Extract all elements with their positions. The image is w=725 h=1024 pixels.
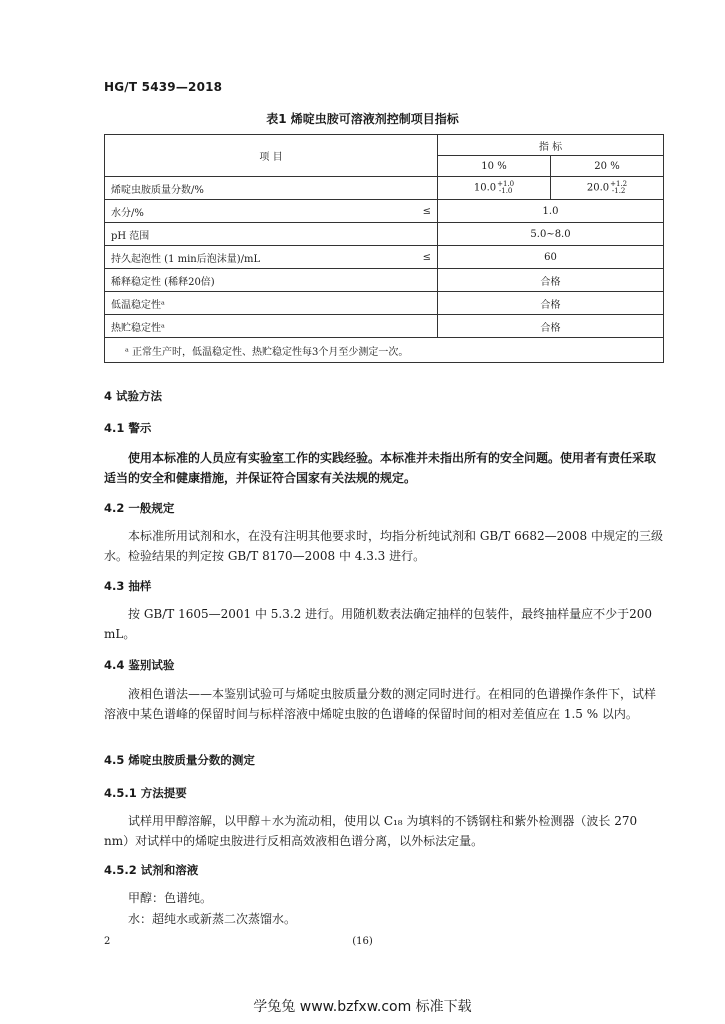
- row-label: 烯啶虫胺质量分数/%: [111, 184, 204, 196]
- table-footnote: ᵃ 正常生产时，低温稳定性、热贮稳定性每3个月至少测定一次。: [105, 338, 664, 363]
- section-4-3-text: 按 GB/T 1605—2001 中 5.3.2 进行。用随机数表法确定抽样的包装件，最终抽样量应不少于200 mL。: [104, 607, 653, 641]
- table-row: [105, 223, 664, 246]
- row-value: 5.0~8.0: [438, 223, 664, 246]
- watermark-text: 学兔兔 www.bzfxw.com 标准下载: [253, 999, 472, 1015]
- row-value: 合格: [438, 292, 664, 315]
- section-4-3-heading: 4.3 抽样: [104, 579, 152, 593]
- table-row: [105, 200, 664, 223]
- limit-mark: ≤: [422, 205, 431, 217]
- row-value: 合格: [438, 269, 664, 292]
- page-number: 2: [104, 936, 111, 947]
- row-label: 热贮稳定性ᵃ: [111, 322, 165, 334]
- section-4-5-1-heading: 4.5.1 方法提要: [104, 786, 187, 800]
- spec-table: [104, 134, 664, 363]
- section-4-1-text: 使用本标准的人员应有实验室工作的实践经验。本标准并未指出所有的安全问题。使用者有责任采取适当的安全和健康措施，并保证符合国家有关法规的规定。: [104, 451, 657, 485]
- row-label: 持久起泡性 (1 min后泡沫量)/mL: [111, 253, 261, 265]
- value-10: 10.0: [473, 182, 497, 194]
- tol-dn-20: -1.2: [611, 187, 626, 195]
- header-item: 项 目: [105, 135, 438, 177]
- tol-up-10: +1.0: [497, 180, 515, 188]
- table-row: [105, 315, 664, 338]
- section-4-4-text: 液相色谱法——本鉴别试验可与烯啶虫胺质量分数的测定同时进行。在相同的色谱操作条件下，试样溶液中某色谱峰的保留时间与标样溶液中烯啶虫胺的色谱峰的保留时间的相对差值应在 1.5 % 以内。: [104, 687, 657, 721]
- value-20: 20.0: [586, 182, 610, 194]
- table-row: [105, 292, 664, 315]
- section-4-4-heading: 4.4 鉴别试验: [104, 658, 175, 672]
- table-caption: 表1 烯啶虫胺可溶液剂控制项目指标: [266, 112, 459, 126]
- row-value: 1.0: [438, 200, 664, 223]
- header-index: 指 标: [438, 135, 664, 156]
- reagent-water: 水：超纯水或新蒸二次蒸馏水。: [128, 912, 297, 926]
- table-row: [105, 269, 664, 292]
- page-center-number: (16): [352, 936, 373, 947]
- row-label: 低温稳定性ᵃ: [111, 299, 165, 311]
- row-label: 稀释稳定性 (稀释20倍): [111, 276, 215, 288]
- header-20pct: 20 %: [551, 156, 664, 177]
- tol-dn-10: -1.0: [498, 187, 513, 195]
- row-value: 合格: [438, 315, 664, 338]
- section-4-heading: 4 试验方法: [104, 389, 163, 403]
- standard-number: HG/T 5439—2018: [104, 80, 223, 94]
- section-4-2-heading: 4.2 一般规定: [104, 501, 175, 515]
- header-10pct: 10 %: [438, 156, 551, 177]
- tol-up-20: +1.2: [610, 180, 628, 188]
- section-4-5-2-heading: 4.5.2 试剂和溶液: [104, 863, 199, 877]
- row-value: 60: [438, 246, 664, 269]
- row-label: pH 范围: [111, 230, 150, 242]
- section-4-1-heading: 4.1 警示: [104, 421, 152, 435]
- section-4-2-text: 本标准所用试剂和水，在没有注明其他要求时，均指分析纯试剂和 GB/T 6682—2008 中规定的三级水。检验结果的判定按 GB/T 8170—2008 中 4.3.3 进行。: [104, 529, 663, 563]
- section-4-5-1-text: 试样用甲醇溶解，以甲醇＋水为流动相，使用以 C₁₈ 为填料的不锈钢柱和紫外检测器（波长 270 nm）对试样中的烯啶虫胺进行反相高效液相色谱分离，以外标法定量。: [104, 814, 638, 848]
- section-4-5-heading: 4.5 烯啶虫胺质量分数的测定: [104, 753, 255, 767]
- reagent-methanol: 甲醇：色谱纯。: [128, 891, 213, 905]
- table-row: [105, 177, 664, 200]
- row-label: 水分/%: [111, 207, 144, 219]
- table-row: [105, 246, 664, 269]
- limit-mark: ≤: [422, 251, 431, 263]
